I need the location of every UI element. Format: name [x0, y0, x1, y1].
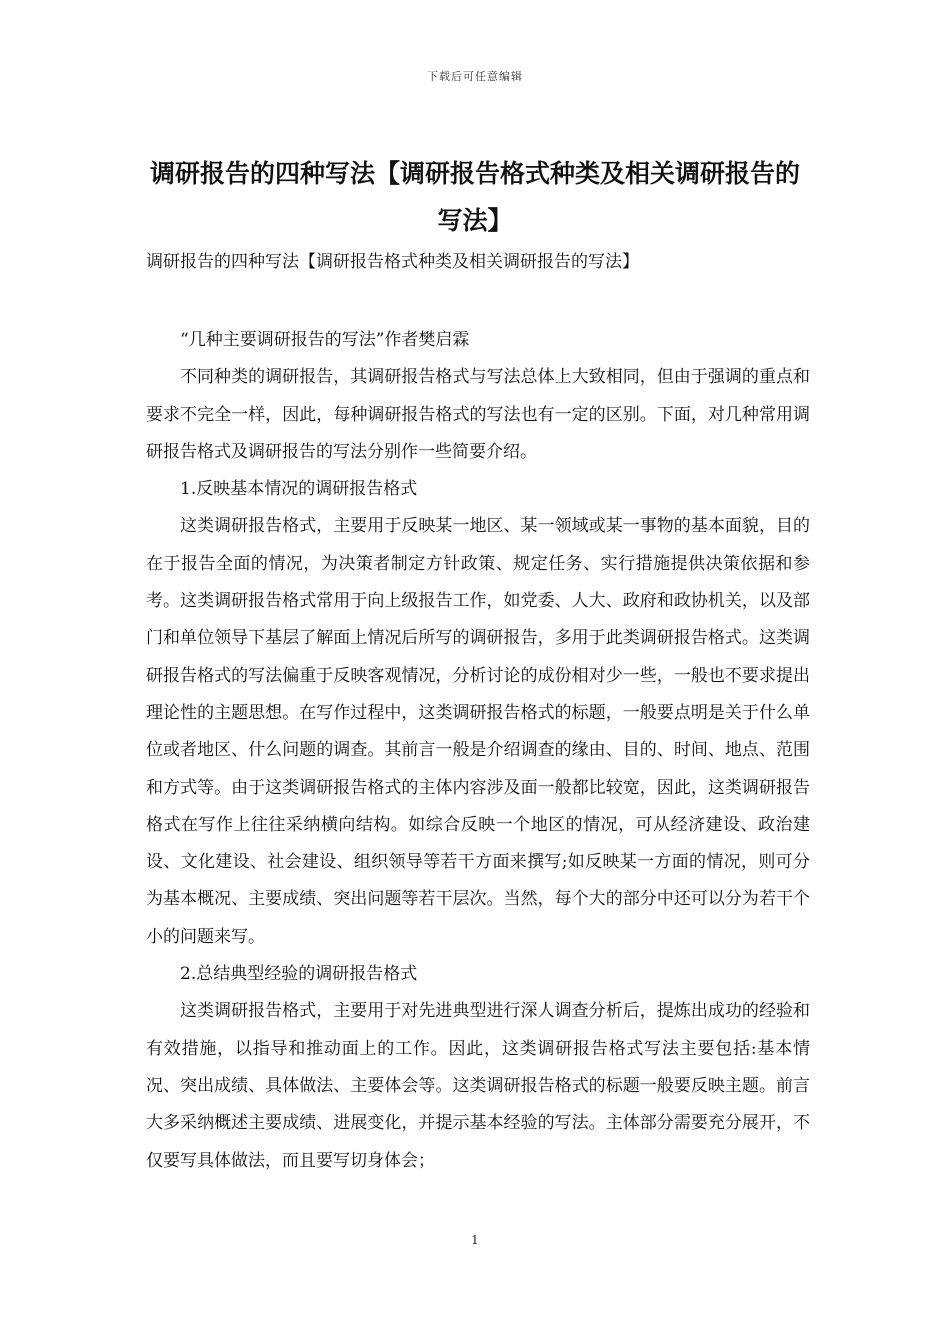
section-heading-1: 1.反映基本情况的调研报告格式 [180, 479, 418, 500]
paragraph-intro: 不同种类的调研报告，其调研报告格式与写法总体上大致相同，但由于强调的重点和要求不完全一样，因此，每种调研报告格式的写法也有一定的区别。下面，对几种常用调研报告格式及调研报告的写法分别作一些简要介绍。 [146, 367, 810, 462]
paragraph-section-2: 这类调研报告格式，主要用于对先进典型进行深人调查分析后，提炼出成功的经验和有效措施，以指导和推动面上的工作。因此，这类调研报告格式写法主要包括:基本情况、突出成绩、具体做法、主要体会等。这类调研报告格式的标题一般要反映主题。前言大多采纳概述主要成绩、进展变化，并提示基本经验的写法。主体部分需要充分展开，不仅要写具体做法，而且要写切身体会； [146, 1001, 810, 1171]
header-note: 下载后可任意编辑 [427, 70, 523, 83]
document-body [146, 322, 810, 1180]
page-number: 1 [471, 1233, 479, 1247]
document-subtitle: 调研报告的四种写法【调研报告格式种类及相关调研报告的写法】 [146, 252, 639, 272]
document-title: 调研报告的四种写法【调研报告格式种类及相关调研报告的写法】 [149, 159, 800, 235]
section-heading-2: 2.总结典型经验的调研报告格式 [180, 964, 418, 985]
paragraph-section-1: 这类调研报告格式，主要用于反映某一地区、某一领域或某一事物的基本面貌，目的在于报告全面的情况，为决策者制定方针政策、规定任务、实行措施提供决策依据和参考。这类调研报告格式常用于向上级报告工作，如党委、人大、政府和政协机关，以及部门和单位领导下基层了解面上情况后所写的调研报告，多用于此类调研报告格式。这类调研报告格式的写法偏重于反映客观情况，分析讨论的成份相对少一些，一般也不要求提出理论性的主题思想。在写作过程中，这类调研报告格式的标题，一般要点明是关于什么单位或者地区、什么问题的调查。其前言一般是介绍调查的缘由、目的、时间、地点、范围和方式等。由于这类调研报告格式的主体内容涉及面一般都比较宽，因此，这类调研报告格式在写作上往往采纳横向结构。如综合反映一个地区的情况，可从经济建设、政治建设、文化建设、社会建设、组织领导等若干方面来撰写;如反映某一方面的情况，则可分为基本概况、主要成绩、突出问题等若干层次。当然，每个大的部分中还可以分为若干个小的问题来写。 [146, 516, 810, 947]
author-line: “几种主要调研报告的写法”作者樊启霖 [180, 330, 470, 350]
